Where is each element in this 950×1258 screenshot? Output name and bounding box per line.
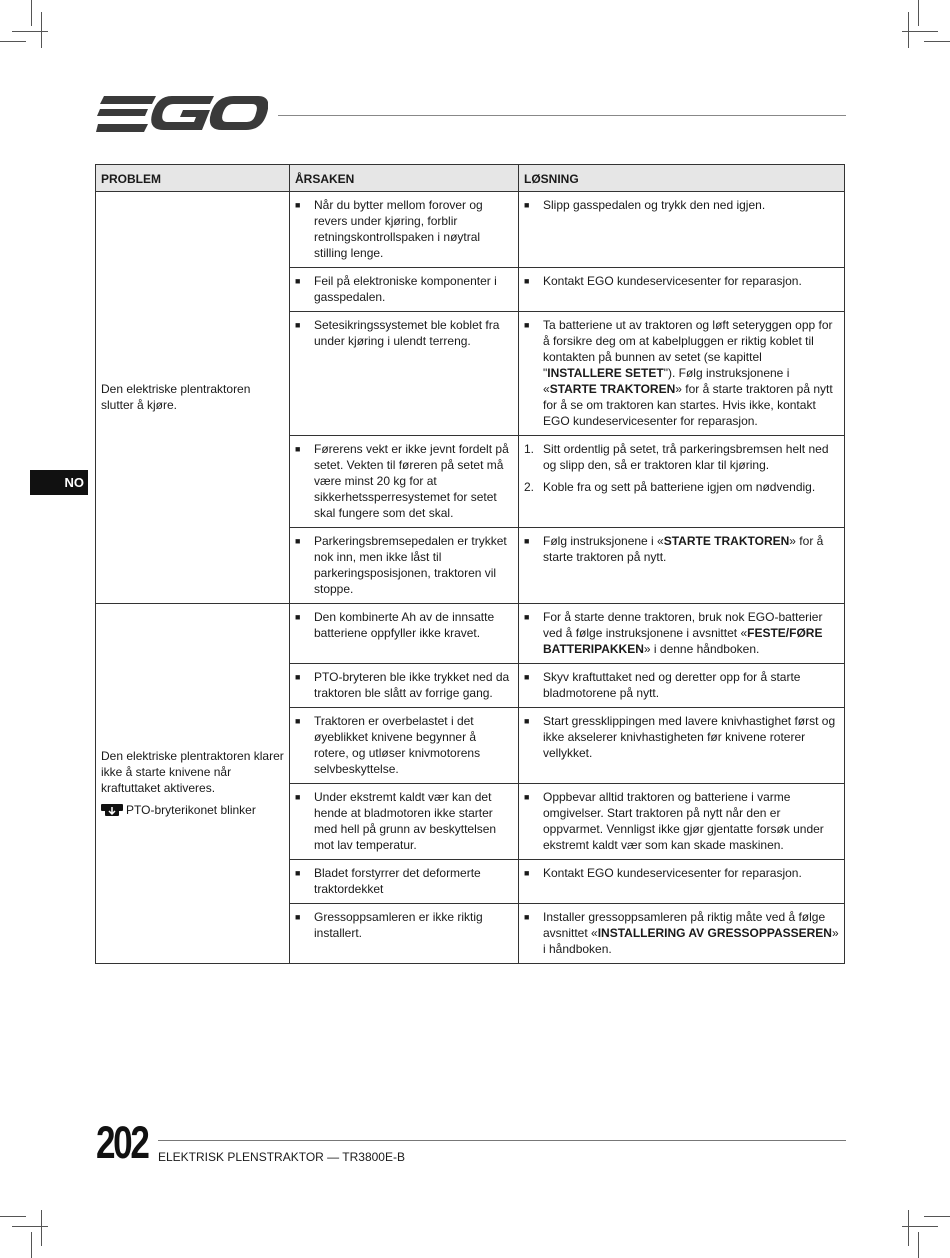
bullet-icon: ■ bbox=[295, 672, 301, 682]
table-row bbox=[96, 604, 845, 664]
crop-mark bbox=[924, 1216, 950, 1217]
footer-rule bbox=[158, 1140, 846, 1141]
pto-note bbox=[101, 802, 284, 818]
crop-mark bbox=[918, 1232, 919, 1258]
bullet-icon: ■ bbox=[524, 200, 530, 210]
crop-mark bbox=[908, 1210, 909, 1246]
cause-cell bbox=[290, 784, 519, 860]
column-header-problem: PROBLEM bbox=[96, 165, 290, 192]
cause-cell bbox=[290, 268, 519, 312]
solution-step: Koble fra og sett på batteriene igjen om nødvendig. bbox=[543, 480, 816, 494]
crop-mark bbox=[12, 31, 48, 32]
bullet-icon: ■ bbox=[524, 612, 530, 622]
solution-cell bbox=[519, 860, 845, 904]
cause-text: PTO-bryteren ble ikke trykket ned da traktoren ble slått av forrige gang. bbox=[314, 670, 510, 700]
solution-text: Oppbevar alltid traktoren og batteriene i varme omgivelser. Start traktoren på nytt når den er oppvarmet. Vennligst ikke gjør gjentatte forsøk under ekstremt kaldt vær som kan skade maskinen. bbox=[543, 790, 824, 852]
cause-text: Den kombinerte Ah av de innsatte batteriene oppfyller ikke kravet. bbox=[314, 610, 495, 640]
crop-mark bbox=[31, 0, 32, 26]
bullet-icon: ■ bbox=[524, 536, 530, 546]
solution-text: Slipp gasspedalen og trykk den ned igjen. bbox=[543, 198, 766, 212]
crop-mark bbox=[902, 31, 938, 32]
crop-mark bbox=[41, 1210, 42, 1246]
bullet-icon: ■ bbox=[524, 912, 530, 922]
bullet-icon: ■ bbox=[524, 716, 530, 726]
crop-mark bbox=[0, 41, 26, 42]
column-header-solution: LØSNING bbox=[519, 165, 845, 192]
solution-cell bbox=[519, 708, 845, 784]
solution-cell bbox=[519, 192, 845, 268]
solution-cell bbox=[519, 784, 845, 860]
bullet-icon: ■ bbox=[295, 536, 301, 546]
cause-text: Bladet forstyrrer det deformerte traktordekket bbox=[314, 866, 481, 896]
crop-mark bbox=[41, 12, 42, 48]
solution-cell bbox=[519, 312, 845, 436]
step-number: 1. bbox=[524, 442, 535, 456]
problem-cell bbox=[96, 192, 290, 604]
bullet-icon: ■ bbox=[524, 672, 530, 682]
solution-text: Kontakt EGO kundeservicesenter for reparasjon. bbox=[543, 274, 802, 288]
solution-cell bbox=[519, 528, 845, 604]
solution-text: Ta batteriene ut av traktoren og løft seteryggen opp for å forsikre deg om at kabelpluggen er riktig koblet til kontakten på bunnen av setet (se kapittel "INSTALLERE SETET"). Følg instruksjonene i «STARTE TRAKTOREN» for å starte traktoren på nytt for å se om traktoren kan startes. Hvis ikke, kontakt EGO kundeservicesenter for reparasjon. bbox=[543, 318, 833, 428]
table-header-row bbox=[96, 165, 845, 192]
cause-text: Under ekstremt kaldt vær kan det hende at bladmotoren ikke starter med hell på grunn av beskyttelsen mot lav temperatur. bbox=[314, 790, 497, 852]
cause-text: Parkeringsbremsepedalen er trykket nok inn, men ikke låst til parkeringsposisjonen, traktoren vil stoppe. bbox=[314, 534, 507, 596]
problem-text: Den elektriske plentraktoren slutter å kjøre. bbox=[101, 382, 251, 412]
bullet-icon: ■ bbox=[524, 276, 530, 286]
crop-mark bbox=[0, 1216, 26, 1217]
bullet-icon: ■ bbox=[295, 868, 301, 878]
pto-switch-icon bbox=[101, 803, 123, 817]
solution-text: Skyv kraftuttaket ned og deretter opp for å starte bladmotorene på nytt. bbox=[543, 670, 801, 700]
cause-text: Feil på elektroniske komponenter i gasspedalen. bbox=[314, 274, 497, 304]
cause-cell bbox=[290, 904, 519, 964]
bullet-icon: ■ bbox=[295, 612, 301, 622]
solution-step: Sitt ordentlig på setet, trå parkeringsbremsen helt ned og slipp den, så er traktoren klar til kjøring. bbox=[543, 442, 829, 472]
troubleshooting-table bbox=[95, 164, 845, 964]
solution-text: Installer gressoppsamleren på riktig måte ved å følge avsnittet «INSTALLERING AV GRESSOPPASSEREN» i håndboken. bbox=[543, 910, 839, 956]
bullet-icon: ■ bbox=[295, 716, 301, 726]
ego-logo bbox=[96, 94, 268, 134]
crop-mark bbox=[902, 1226, 938, 1227]
bullet-icon: ■ bbox=[295, 912, 301, 922]
footer-title: ELEKTRISK PLENSTRAKTOR — TR3800E-B bbox=[158, 1150, 405, 1164]
cause-text: Traktoren er overbelastet i det øyeblikket knivene begynner å rotere, og utløser knivmotorens selvbeskyttelse. bbox=[314, 714, 481, 776]
solution-text: For å starte denne traktoren, bruk nok EGO-batterier ved å følge instruksjonene i avsnittet «FESTE/FØRE BATTERIPAKKEN» i denne håndboken. bbox=[543, 610, 823, 656]
cause-cell bbox=[290, 860, 519, 904]
cause-text: Førerens vekt er ikke jevnt fordelt på setet. Vekten til føreren på setet må være minst 20 kg for at sikkerhetssperresystemet for setet skal fungere som det skal. bbox=[314, 442, 509, 520]
page-number: 202 bbox=[96, 1117, 148, 1168]
bullet-icon: ■ bbox=[524, 792, 530, 802]
cause-text: Setesikringssystemet ble koblet fra under kjøring i ulendt terreng. bbox=[314, 318, 500, 348]
column-header-cause: ÅRSAKEN bbox=[290, 165, 519, 192]
cause-text: Gressoppsamleren er ikke riktig installert. bbox=[314, 910, 483, 940]
crop-mark bbox=[31, 1232, 32, 1258]
step-number: 2. bbox=[524, 480, 535, 494]
bullet-icon: ■ bbox=[295, 792, 301, 802]
cause-cell bbox=[290, 312, 519, 436]
cause-cell bbox=[290, 528, 519, 604]
cause-cell bbox=[290, 708, 519, 784]
cause-cell bbox=[290, 192, 519, 268]
solution-cell bbox=[519, 664, 845, 708]
bullet-icon: ■ bbox=[295, 276, 301, 286]
bullet-icon: ■ bbox=[524, 868, 530, 878]
cause-cell bbox=[290, 436, 519, 528]
problem-text: Den elektriske plentraktoren klarer ikke å starte knivene når kraftuttaket aktiveres. bbox=[101, 749, 284, 795]
cause-cell bbox=[290, 664, 519, 708]
crop-mark bbox=[12, 1226, 48, 1227]
solution-cell bbox=[519, 604, 845, 664]
language-tab: NO bbox=[30, 470, 88, 495]
bullet-icon: ■ bbox=[295, 444, 301, 454]
table-row bbox=[96, 192, 845, 268]
crop-mark bbox=[918, 0, 919, 26]
solution-text: Kontakt EGO kundeservicesenter for reparasjon. bbox=[543, 866, 802, 880]
cause-text: Når du bytter mellom forover og revers under kjøring, forblir retningskontrollspaken i nøytral stilling lenge. bbox=[314, 198, 483, 260]
header-rule bbox=[278, 115, 846, 116]
solution-text: Følg instruksjonene i «STARTE TRAKTOREN» for å starte traktoren på nytt. bbox=[543, 534, 824, 564]
crop-mark bbox=[908, 12, 909, 48]
problem-cell bbox=[96, 604, 290, 964]
solution-cell bbox=[519, 436, 845, 528]
crop-mark bbox=[924, 41, 950, 42]
bullet-icon: ■ bbox=[295, 200, 301, 210]
cause-cell bbox=[290, 604, 519, 664]
bullet-icon: ■ bbox=[295, 320, 301, 330]
solution-cell bbox=[519, 904, 845, 964]
bullet-icon: ■ bbox=[524, 320, 530, 330]
pto-note-text: PTO-bryterikonet blinker bbox=[126, 803, 256, 817]
solution-cell bbox=[519, 268, 845, 312]
solution-text: Start gressklippingen med lavere knivhastighet først og ikke akselerer knivhastigheten før knivene roterer vellykket. bbox=[543, 714, 836, 760]
